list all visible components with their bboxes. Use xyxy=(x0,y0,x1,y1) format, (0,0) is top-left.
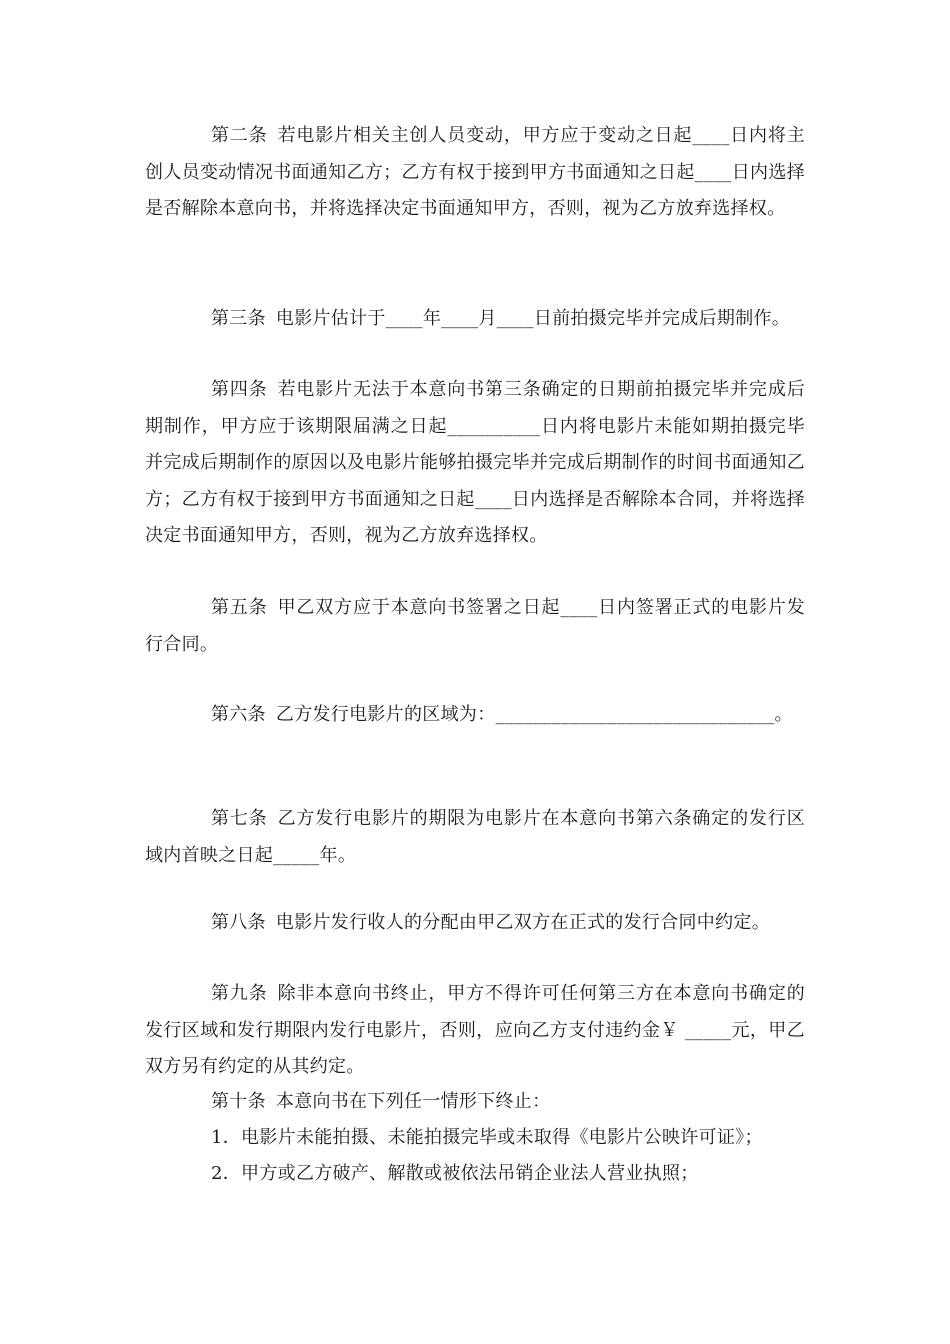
article-4 xyxy=(145,372,805,555)
article-number: 第三条 xyxy=(211,308,266,329)
article-text: 乙方发行电影片的区域为：______________________________。 xyxy=(275,704,793,725)
article-text: 甲乙双方应于本意向书签署之日起____日内签署正式的电影片发行合同。 xyxy=(145,597,806,655)
article-text: 本意向书在下列任一情形下终止： xyxy=(275,1091,551,1112)
article-number: 第五条 xyxy=(211,597,268,618)
article-10 xyxy=(145,1084,805,1121)
article-number: 第八条 xyxy=(211,912,266,933)
article-number: 第四条 xyxy=(211,379,268,400)
list-item: 2．甲方或乙方破产、解散或被依法吊销企业法人营业执照； xyxy=(211,1163,699,1184)
list-item: 1．电影片未能拍摄、未能拍摄完毕或未取得《电影片公映许可证》； xyxy=(211,1127,763,1148)
article-text: 电影片发行收人的分配由甲乙双方在正式的发行合同中约定。 xyxy=(275,912,771,933)
article-number: 第二条 xyxy=(211,125,268,146)
article-text: 除非本意向书终止，甲方不得许可任何第三方在本意向书确定的发行区域和发行期限内发行电影片，否则，应向乙方支付违约金￥ _____元，甲乙双方另有约定的从其约定。 xyxy=(145,983,805,1077)
article-text: 乙方发行电影片的期限为电影片在本意向书第六条确定的发行区域内首映之日起_____年。 xyxy=(145,808,805,866)
article-5 xyxy=(145,590,805,663)
article-number: 第十条 xyxy=(211,1091,266,1112)
article-text: 若电影片相关主创人员变动，甲方应于变动之日起____日内将主创人员变动情况书面通知乙方；乙方有权于接到甲方书面通知之日起____日内选择是否解除本意向书，并将选择决定书面通知甲方，否则，视为乙方放弃选择权。 xyxy=(145,125,806,219)
article-7 xyxy=(145,801,805,874)
article-6 xyxy=(145,697,805,734)
article-8 xyxy=(145,905,805,942)
article-2 xyxy=(145,118,805,228)
article-number: 第七条 xyxy=(211,808,268,829)
article-9 xyxy=(145,976,805,1086)
article-3 xyxy=(145,301,805,338)
article-text: 若电影片无法于本意向书第三条确定的日期前拍摄完毕并完成后期制作，甲方应于该期限届满之日起__________日内将电影片未能如期拍摄完毕并完成后期制作的原因以及电影片能够拍摄完毕并完成后期制作的时间书面通知乙方；乙方有权于接到甲方书面通知之日起____日内选择是否解除本合同，并将选择决定书面通知甲方，否则，视为乙方放弃选择权。 xyxy=(145,379,805,546)
article-number: 第九条 xyxy=(211,983,268,1004)
article-number: 第六条 xyxy=(211,704,266,725)
article-text: 电影片估计于____年____月____日前拍摄完毕并完成后期制作。 xyxy=(275,308,791,329)
